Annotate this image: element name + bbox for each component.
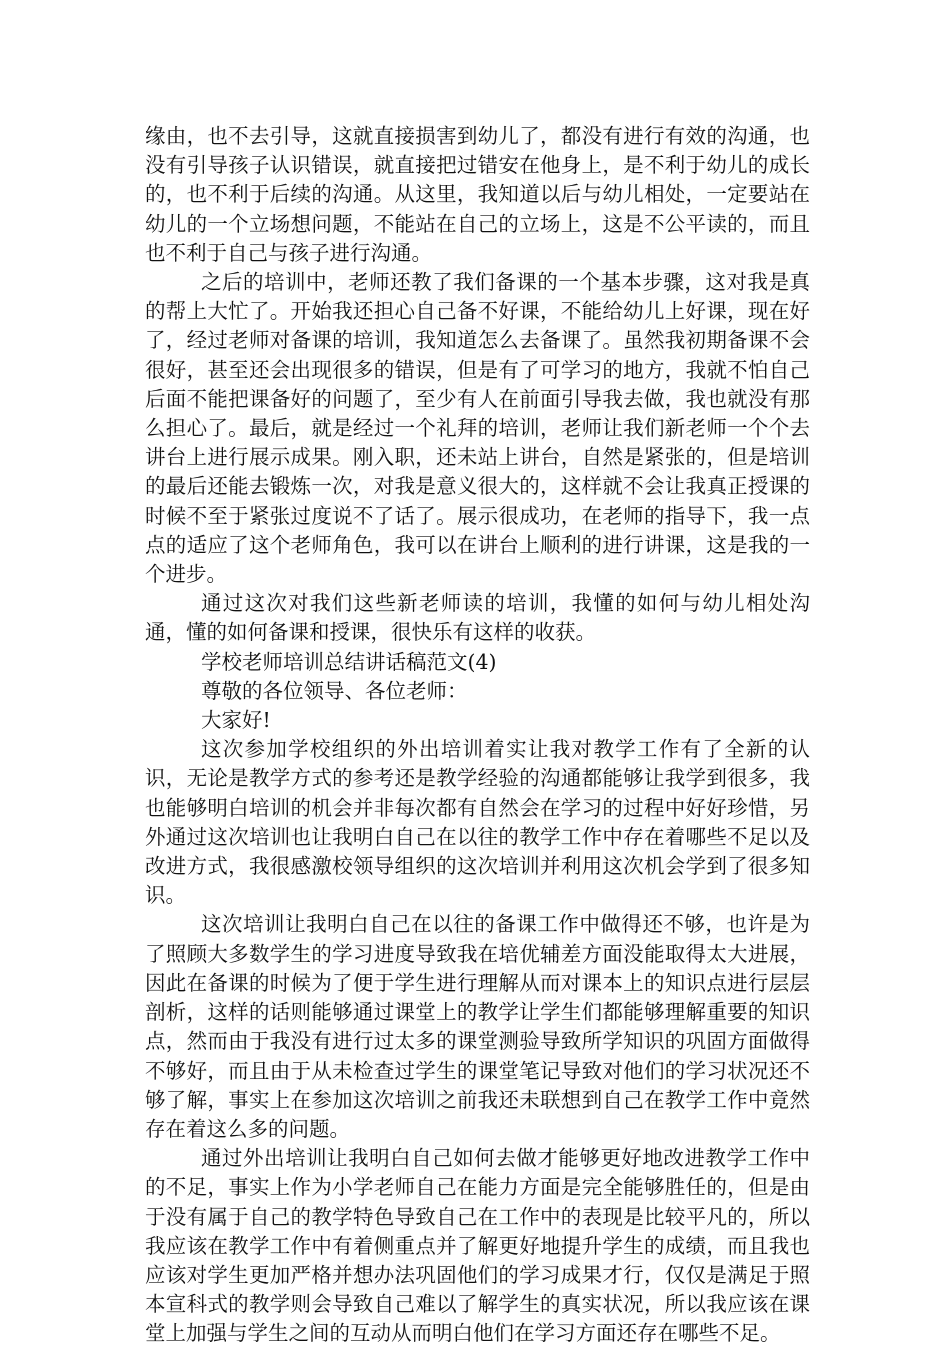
paragraph-3: 通过这次对我们这些新老师读的培训，我懂的如何与幼儿相处沟通，懂的如何备课和授课，很快乐有这样的收获。 bbox=[145, 591, 810, 645]
paragraph-6: 通过外出培训让我明白自己如何去做才能够更好地改进教学工作中的不足，事实上作为小学老师自己在能力方面是完全能够胜任的，但是由于没有属于自己的教学特色导致自己在工作中的表现是比较平凡的，所以我应该在教学工作中有着侧重点并了解更好地提升学生的成绩，而且我也应该对学生更加严格并想办法巩固他们的学习成果才行，仅仅是满足于照本宣科式的教学则会导致自己难以了解学生的真实状况，所以我应该在课堂上加强与学生之间的互动从而明白他们在学习方面还存在哪些不足。 bbox=[145, 1146, 810, 1346]
paragraph-2: 之后的培训中，老师还教了我们备课的一个基本步骤，这对我是真的帮上大忙了。开始我还担心自己备不好课，不能给幼儿上好课，现在好了，经过老师对备课的培训，我知道怎么去备课了。虽然我初期备课不会很好，甚至还会出现很多的错误，但是有了可学习的地方，我就不怕自己后面不能把课备好的问题了，至少有人在前面引导我去做，我也就没有那么担心了。最后，就是经过一个礼拜的培训，老师让我们新老师一个个去讲台上进行展示成果。刚入职，还未站上讲台，自然是紧张的，但是培训的最后还能去锻炼一次，对我是意义很大的，这样就不会让我真正授课的时候不至于紧张过度说不了话了。展示很成功，在老师的指导下，我一点点的适应了这个老师角色，我可以在讲台上顺利的进行讲课，这是我的一个进步。 bbox=[145, 270, 810, 587]
paragraph-5: 这次培训让我明白自己在以往的备课工作中做得还不够，也许是为了照顾大多数学生的学习进度导致我在培优辅差方面没能取得太大进展，因此在备课的时候为了便于学生进行理解从而对课本上的知识点进行层层剖析，这样的话则能够通过课堂上的教学让学生们都能够理解重要的知识点，然而由于我没有进行过太多的课堂测验导致所学知识的巩固方面做得不够好，而且由于从未检查过学生的课堂笔记导致对他们的学习状况还不够了解，事实上在参加这次培训之前我还未联想到自己在教学工作中竟然存在着这么多的问题。 bbox=[145, 912, 810, 1141]
paragraph-1: 缘由，也不去引导，这就直接损害到幼儿了，都没有进行有效的沟通，也没有引导孩子认识错误，就直接把过错安在他身上，是不利于幼儿的成长的，也不利于后续的沟通。从这里，我知道以后与幼儿相处，一定要站在幼儿的一个立场想问题，不能站在自己的立场上，这是不公平读的，而且也不利于自己与孩子进行沟通。 bbox=[145, 124, 810, 265]
greeting: 大家好! bbox=[201, 708, 271, 733]
salutation: 尊敬的各位领导、各位老师： bbox=[201, 678, 468, 703]
paragraph-4: 这次参加学校组织的外出培训着实让我对教学工作有了全新的认识，无论是教学方式的参考还是教学经验的沟通都能够让我学到很多，我也能够明白培训的机会并非每次都有自然会在学习的过程中好好珍惜，另外通过这次培训也让我明白自己在以往的教学工作中存在着哪些不足以及改进方式，我很感激校领导组织的这次培训并利用这次机会学到了很多知识。 bbox=[145, 737, 810, 908]
document-page bbox=[145, 122, 810, 1349]
section-title: 学校老师培训总结讲话稿范文(4) bbox=[201, 649, 497, 674]
